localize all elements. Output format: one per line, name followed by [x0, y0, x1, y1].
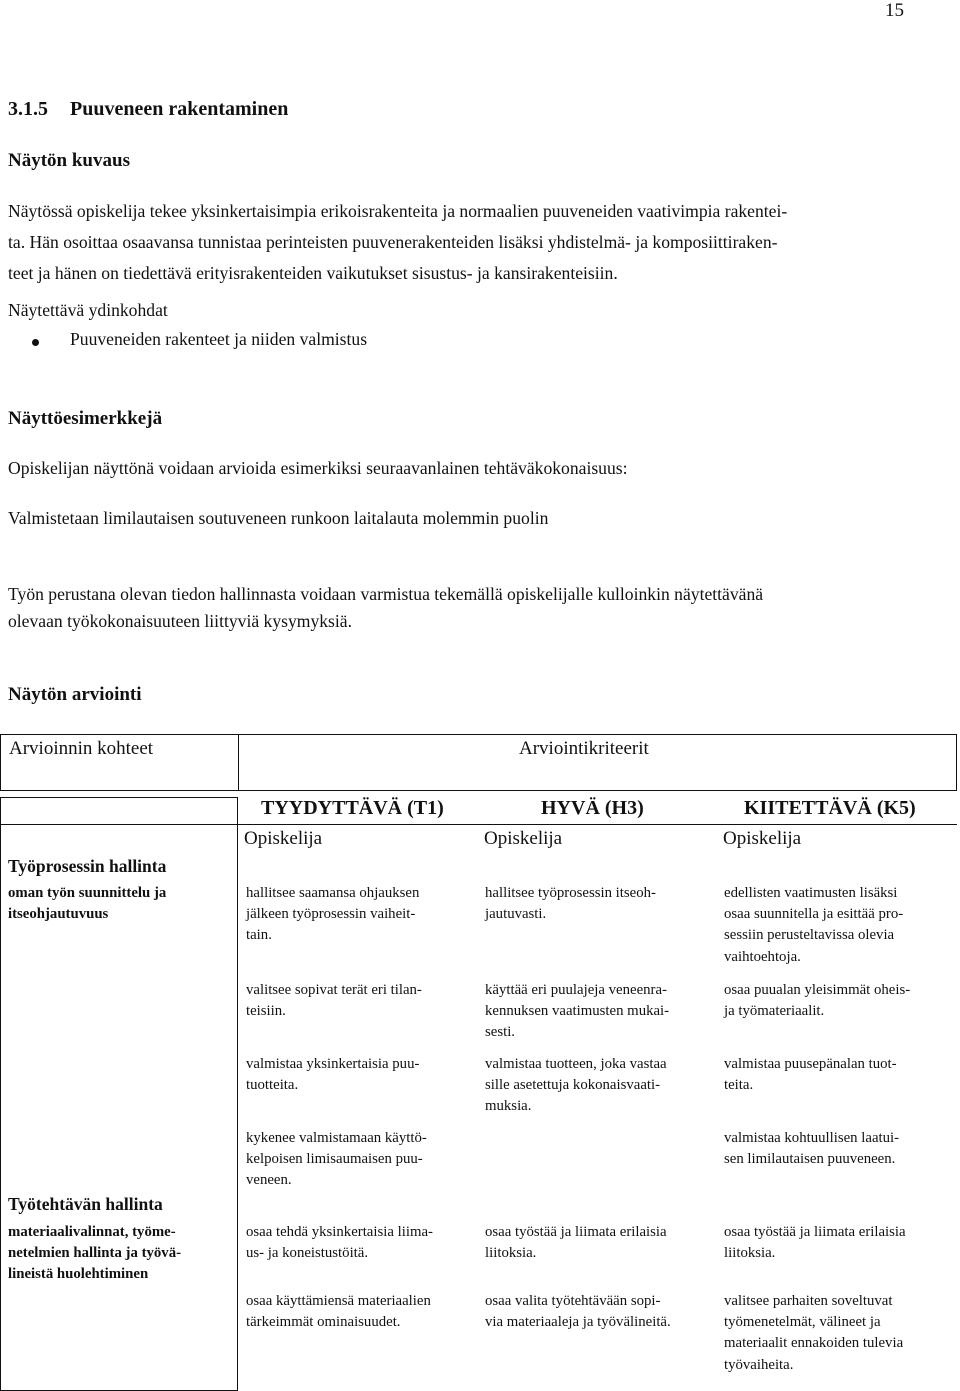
table-rule: [0, 797, 237, 798]
criteria-cell: osaa puualan yleisimmät oheis- ja työmateriaalit.: [724, 982, 911, 1020]
assessment-heading: Näytön arviointi: [8, 684, 142, 705]
key-point-item: Puuveneiden rakenteet ja niiden valmistus: [70, 329, 368, 349]
description-heading: Näytön kuvaus: [8, 150, 130, 171]
key-points-label: Näytettävä ydinkohdat: [8, 300, 168, 320]
criteria-cell: hallitsee työprosessin itseoh- jautuvasti.: [485, 885, 656, 923]
criteria-cell: valmistaa yksinkertaisia puu- tuotteita.: [246, 1056, 420, 1094]
table-rule: [0, 824, 957, 825]
criteria-cell: hallitsee saamansa ohjauksen jälkeen työprosessin vaiheit- tain.: [246, 885, 420, 944]
criteria-cell: käyttää eri puulajeja veneenra- kennuksen vaatimusten mukai- sesti.: [485, 982, 670, 1041]
section-desc-work-process: oman työn suunnittelu ja itseohjautuvuus: [8, 885, 167, 922]
criteria-cell: valmistaa kohtuullisen laatui- sen limilautaisen puuveneen.: [724, 1130, 900, 1168]
assessment-table-header: [0, 734, 957, 791]
page-number: 15: [885, 0, 904, 21]
level-satisfactory: TYYDYTTÄVÄ (T1): [261, 797, 444, 819]
table-rule: [0, 797, 1, 1391]
bullet-icon: [32, 339, 39, 346]
criteria-cell: valitsee sopivat terät eri tilan- teisiin.: [246, 982, 422, 1020]
col-criteria-label: Arviointikriteerit: [519, 738, 649, 759]
level-good: HYVÄ (H3): [541, 797, 644, 819]
section-heading: [8, 98, 288, 121]
subject-label: Opiskelija: [484, 828, 563, 849]
section-desc-task-management: materiaalivalinnat, työme- netelmien hallinta ja työvä- lineistä huolehtiminen: [8, 1224, 182, 1282]
examples-heading: Näyttöesimerkkejä: [8, 408, 163, 429]
description-line-3: teet ja hänen on tiedettävä erityisrakenteiden vaikutukset sisustus- ja kansirakenteisiin.: [8, 263, 618, 283]
criteria-cell: kykenee valmistamaan käyttö- kelpoisen limisaumaisen puu- veneen.: [246, 1130, 427, 1189]
level-excellent: KIITETTÄVÄ (K5): [744, 797, 916, 819]
criteria-cell: edellisten vaatimusten lisäksi osaa suunnitella ja esittää pro- sessiin perusteltavissa olevia vaihtoehtoja.: [724, 885, 904, 965]
section-title-task-management: Työtehtävän hallinta: [8, 1194, 163, 1214]
criteria-cell: osaa työstää ja liimata erilaisia liitoksia.: [724, 1224, 906, 1262]
examples-task: Valmistetaan limilautaisen soutuveneen runkoon laitalauta molemmin puolin: [8, 508, 549, 528]
section-title: Puuveneen rakentaminen: [70, 98, 289, 120]
criteria-cell: valmistaa tuotteen, joka vastaa sille asetettuja kokonaisvaati- muksia.: [485, 1056, 667, 1115]
examples-knowledge-line-2: olevaan työkokonaisuuteen liittyviä kysymyksiä.: [8, 611, 352, 631]
criteria-cell: osaa työstää ja liimata erilaisia liitoksia.: [485, 1224, 667, 1262]
section-number: 3.1.5: [8, 98, 48, 120]
criteria-cell: osaa valita työtehtävään sopi- via materiaaleja ja työvälineitä.: [485, 1293, 671, 1331]
examples-intro: Opiskelijan näyttönä voidaan arvioida esimerkiksi seuraavanlainen tehtäväkokonaisuus:: [8, 458, 628, 478]
examples-knowledge-line-1: Työn perustana olevan tiedon hallinnasta voidaan varmistua tekemällä opiskelijalle kulloinkin näytettävänä: [8, 584, 764, 604]
description-line-2: ta. Hän osoittaa osaavansa tunnistaa perinteisten puuvenerakenteiden lisäksi yhdistelmä- ja komposiittiraken-: [8, 232, 778, 252]
criteria-cell: osaa tehdä yksinkertaisia liima- us- ja koneistustöitä.: [246, 1224, 433, 1262]
header-divider: [238, 735, 239, 790]
subject-label: Opiskelija: [244, 828, 323, 849]
subject-label: Opiskelija: [723, 828, 802, 849]
col-targets-label: Arvioinnin kohteet: [9, 738, 154, 759]
criteria-cell: osaa käyttämiensä materiaalien tärkeimmät ominaisuudet.: [246, 1293, 431, 1331]
criteria-cell: valmistaa puusepänalan tuot- teita.: [724, 1056, 897, 1094]
criteria-cell: valitsee parhaiten soveltuvat työmenetelmät, välineet ja materiaalit ennakoiden tulevia työvaiheita.: [724, 1293, 904, 1373]
table-rule: [237, 797, 238, 1391]
description-line-1: Näytössä opiskelija tekee yksinkertaisimpia erikoisrakenteita ja normaalien puuveneiden vaativimpia rakentei-: [8, 201, 788, 221]
section-title-work-process: Työprosessin hallinta: [8, 856, 167, 876]
